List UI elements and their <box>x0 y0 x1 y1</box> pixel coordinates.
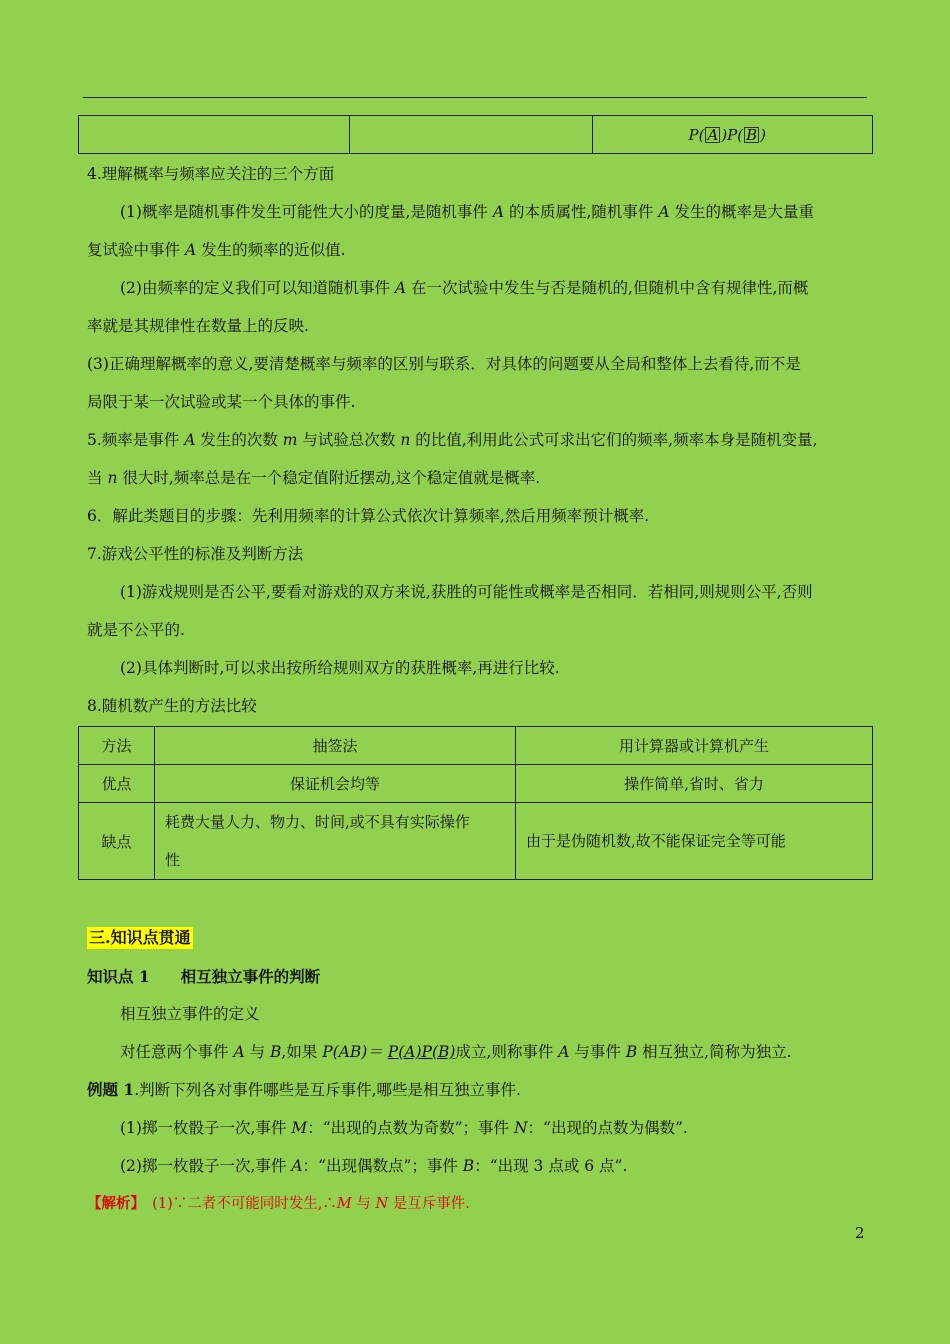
text-fragment: 5.频率是事件 <box>87 431 185 449</box>
text-fragment: 与 <box>351 1196 376 1212</box>
item-7-title: 7.游戏公平性的标准及判断方法 <box>87 545 304 563</box>
math-var: N <box>513 1119 528 1137</box>
math-expr: P(AB)＝ <box>322 1043 388 1061</box>
math-var: B <box>462 1157 475 1175</box>
table-header-cell: 用计算器或计算机产生 <box>516 727 873 765</box>
table-row <box>79 803 873 880</box>
text-fragment: (2)由频率的定义我们可以知道随机事件 <box>120 279 395 297</box>
table-cell <box>155 803 516 880</box>
text-fragment: 复试验中事件 <box>87 241 185 259</box>
knowledge-point-1-subtitle: 相互独立事件的定义 <box>120 1005 260 1023</box>
table-cell: 优点 <box>79 765 155 803</box>
paragraph-4-2-line2: 率就是其规律性在数量上的反映. <box>87 317 309 335</box>
table-cell: 由于是伪随机数,故不能保证完全等可能 <box>516 803 873 880</box>
table-cell: 操作简单,省时、省力 <box>516 765 873 803</box>
math-var: A <box>492 203 505 221</box>
paragraph-4-3-line1: (3)正确理解概率的意义,要清楚概率与频率的区别与联系．对具体的问题要从全局和整体上去看待,而不是 <box>87 355 801 373</box>
example-1-part-1 <box>120 1118 872 1138</box>
page-number: 2 <box>855 1224 865 1242</box>
math-var: m <box>282 431 298 449</box>
text-fragment: 的本质属性,随机事件 <box>504 203 659 221</box>
math-var: M <box>291 1119 308 1137</box>
text-fragment: 发生的次数 <box>195 431 283 449</box>
table-cell: 缺点 <box>79 803 155 880</box>
text-fragment: 当 <box>87 469 108 487</box>
math-var: N <box>375 1196 389 1212</box>
text-fragment: (1)概率是随机事件发生可能性大小的度量,是随机事件 <box>120 203 493 221</box>
item-4-title: 4.理解概率与频率应关注的三个方面 <box>87 165 335 183</box>
paragraph-7-1-line2: 就是不公平的. <box>87 621 185 639</box>
text-fragment: ：“出现的点数为偶数”. <box>527 1119 688 1137</box>
text-fragment: (2)掷一枚骰子一次,事件 <box>120 1157 292 1175</box>
text-fragment: 与事件 <box>569 1043 626 1061</box>
math-var: A <box>184 241 197 259</box>
text-fragment: 发生的频率的近似值. <box>196 241 346 259</box>
boxed-variable: A <box>707 125 719 144</box>
text-fragment: (1)∵二者不可能同时发生,∴ <box>137 1196 337 1212</box>
table-header-cell: 抽签法 <box>155 727 516 765</box>
text-fragment: )P( <box>721 125 744 144</box>
top-table-fragment <box>78 115 873 154</box>
probability-cell <box>593 116 873 154</box>
table-header-cell: 方法 <box>79 727 155 765</box>
math-var: A <box>184 431 196 449</box>
paragraph-4-1-line1 <box>120 202 872 222</box>
math-var: A <box>233 1043 245 1061</box>
text-fragment: 发生的概率是大量重 <box>669 203 814 221</box>
math-var: A <box>394 279 407 297</box>
random-method-table <box>78 726 873 880</box>
paragraph-7-2: (2)具体判断时,可以求出按所给规则双方的获胜概率,再进行比较. <box>120 659 560 677</box>
knowledge-point-1-title: 知识点 1 相互独立事件的判断 <box>87 967 321 986</box>
text-fragment: ：“出现 3 点或 6 点”. <box>474 1157 628 1175</box>
table-row <box>79 727 873 765</box>
table-cell <box>350 116 593 154</box>
text-fragment: 对任意两个事件 <box>120 1043 234 1061</box>
text-fragment: .判断下列各对事件哪些是互斥事件,哪些是相互独立事件. <box>134 1081 521 1099</box>
text-fragment: 成立,则称事件 <box>455 1043 559 1061</box>
paragraph-5-line2 <box>87 468 872 488</box>
boxed-variable: B <box>746 125 758 144</box>
math-var: B <box>625 1043 638 1061</box>
text-fragment: P( <box>688 125 705 144</box>
text-fragment: 很大时,频率总是在一个稳定值附近摆动,这个稳定值就是概率. <box>117 469 541 487</box>
section-3-title: 三.知识点贯通 <box>89 928 191 947</box>
solution-line <box>87 1194 872 1214</box>
table-cell: 保证机会均等 <box>155 765 516 803</box>
math-var: B <box>270 1043 282 1061</box>
text-fragment: 相互独立,简称为独立. <box>637 1043 792 1061</box>
example-1-part-2 <box>120 1156 872 1176</box>
math-var: M <box>336 1196 352 1212</box>
math-var: A <box>558 1043 570 1061</box>
paragraph-4-1-line2 <box>87 240 872 260</box>
knowledge-point-1-definition <box>120 1042 872 1062</box>
paragraph-6: 6．解此类题目的步骤：先利用频率的计算公式依次计算频率,然后用频率预计概率. <box>87 507 650 525</box>
math-var: n <box>400 431 411 449</box>
header-rule <box>83 97 867 98</box>
text-fragment: 的比值,利用此公式可求出它们的频率,频率本身是随机变量, <box>410 431 818 449</box>
text-fragment: (1)掷一枚骰子一次,事件 <box>120 1119 292 1137</box>
table-row <box>79 765 873 803</box>
table-cell <box>79 116 350 154</box>
text-fragment: 性 <box>165 851 181 869</box>
text-fragment: 与 <box>244 1043 270 1061</box>
answer-blank: P(A)P(B) <box>387 1043 456 1061</box>
text-fragment: ：“出现偶数点”；事件 <box>302 1157 463 1175</box>
table-row <box>79 116 873 154</box>
text-fragment: ) <box>760 125 766 144</box>
text-fragment: ：“出现的点数为奇数”；事件 <box>307 1119 514 1137</box>
math-var: A <box>291 1157 303 1175</box>
paragraph-4-3-line2: 局限于某一次试验或某一个具体的事件. <box>87 393 356 411</box>
text-fragment: ,如果 <box>281 1043 323 1061</box>
text-fragment: 与试验总次数 <box>297 431 401 449</box>
item-8-title: 8.随机数产生的方法比较 <box>87 697 257 715</box>
paragraph-4-2-line1 <box>120 278 872 298</box>
text-fragment: 是互斥事件. <box>388 1196 470 1212</box>
paragraph-7-1-line1: (1)游戏规则是否公平,要看对游戏的双方来说,获胜的可能性或概率是否相同．若相同,则规则公平,否则 <box>120 583 813 601</box>
example-1-prompt <box>87 1080 872 1100</box>
solution-label: 【解析】 <box>87 1195 138 1212</box>
example-label: 例题 1 <box>87 1080 135 1099</box>
math-var: A <box>658 203 670 221</box>
text-fragment: 耗费大量人力、物力、时间,或不具有实际操作 <box>165 813 470 831</box>
text-fragment: 在一次试验中发生与否是随机的,但随机中含有规律性,而概 <box>406 279 809 297</box>
math-var: n <box>107 469 118 487</box>
paragraph-5-line1 <box>87 430 872 450</box>
